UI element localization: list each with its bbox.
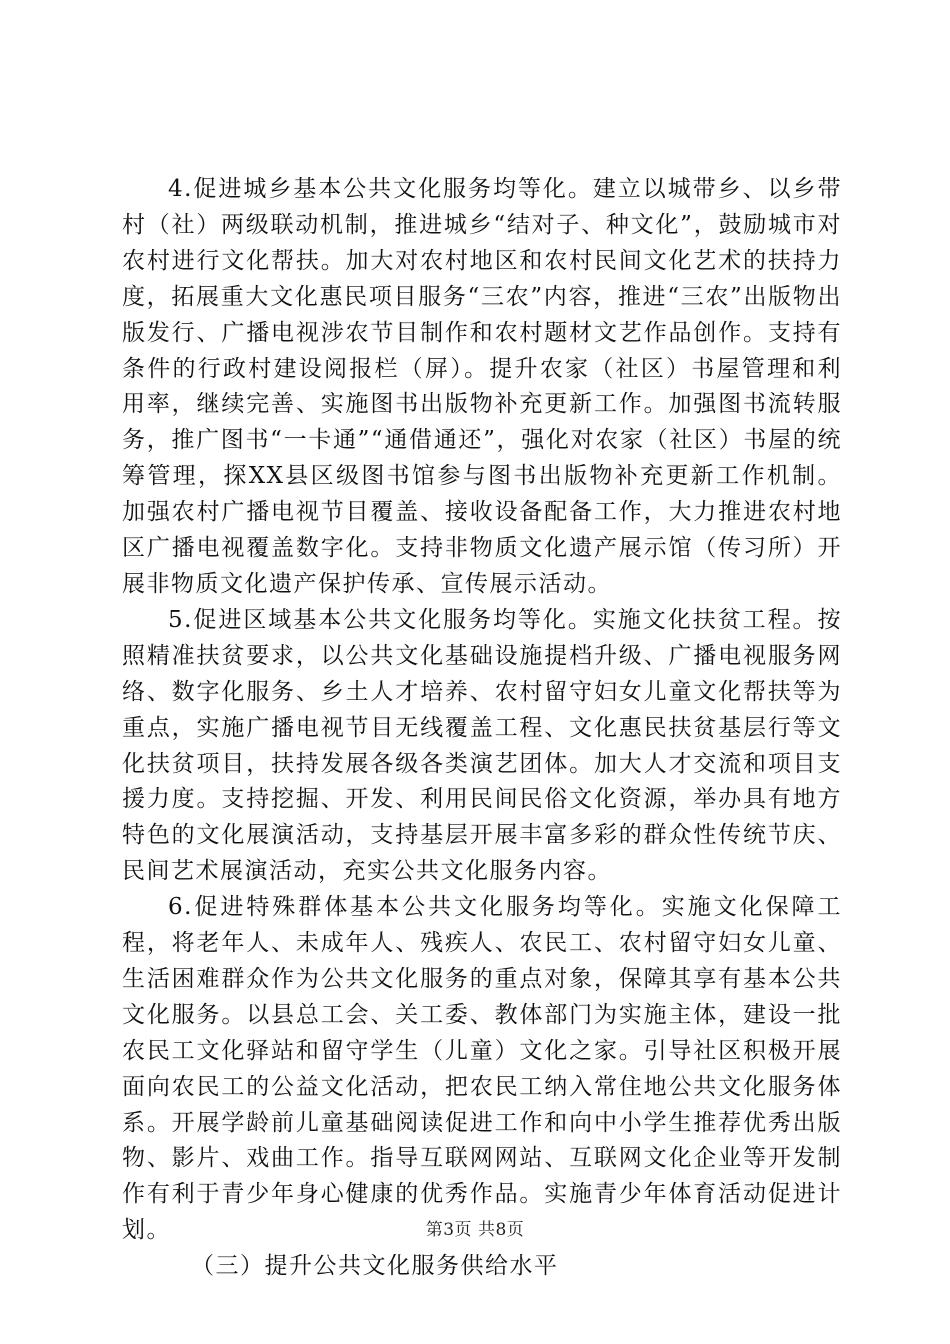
- page-footer: 第3页 共8页: [425, 1220, 525, 1240]
- paragraph-regional: 5.促进区域基本公共文化服务均等化。实施文化扶贫工程。按照精准扶贫要求，以公共文化基础设施提档升级、广播电视服务网络、数字化服务、乡土人才培养、农村留守妇女儿童文化帮扶等为重点，实施广播电视节目无线覆盖工程、文化惠民扶贫基层行等文化扶贫项目，扶持发展各级各类演艺团体。加大人才交流和项目支援力度。支持挖掘、开发、利用民间民俗文化资源，举办具有地方特色的文化展演活动，支持基层开展丰富多彩的群众性传统节庆、民间艺术展演活动，充实公共文化服务内容。: [122, 606, 842, 885]
- paragraph-special-groups: 6.促进特殊群体基本公共文化服务均等化。实施文化保障工程，将老年人、未成年人、残疾人、农民工、农村留守妇女儿童、生活困难群众作为公共文化服务的重点对象，保障其享有基本公共文化服务。以县总工会、关工委、教体部门为实施主体，建设一批农民工文化驿站和留守学生（儿童）文化之家。引导社区积极开展面向农民工的公益文化活动，把农民工纳入常住地公共文化服务体系。开展学龄前儿童基础阅读促进工作和向中小学生推荐优秀出版物、影片、戏曲工作。指导互联网网站、互联网文化企业等开发制作有利于青少年身心健康的优秀作品。实施青少年体育活动促进计划。: [122, 894, 842, 1244]
- paragraph-urban-rural: 4.促进城乡基本公共文化服务均等化。建立以城带乡、以乡带村（社）两级联动机制，推进城乡“结对子、种文化”，鼓励城市对农村进行文化帮扶。加大对农村地区和农村民间文化艺术的扶持力度，拓展重大文化惠民项目服务“三农”内容，推进“三农”出版物出版发行、广播电视涉农节目制作和农村题材文艺作品创作。支持有条件的行政村建设阅报栏（屏）。提升农家（社区）书屋管理和利用率，继续完善、实施图书出版物补充更新工作。加强图书流转服务，推广图书“一卡通”“通借通还”，强化对农家（社区）书屋的统筹管理，探XX县区级图书馆参与图书出版物补充更新工作机制。加强农村广播电视节目覆盖、接收设备配备工作，大力推进农村地区广播电视覆盖数字化。支持非物质文化遗产展示馆（传习所）开展非物质文化遗产保护传承、宣传展示活动。: [122, 176, 842, 597]
- document-body: [122, 172, 842, 1285]
- section-heading: （三）提升公共文化服务供给水平: [191, 1253, 559, 1280]
